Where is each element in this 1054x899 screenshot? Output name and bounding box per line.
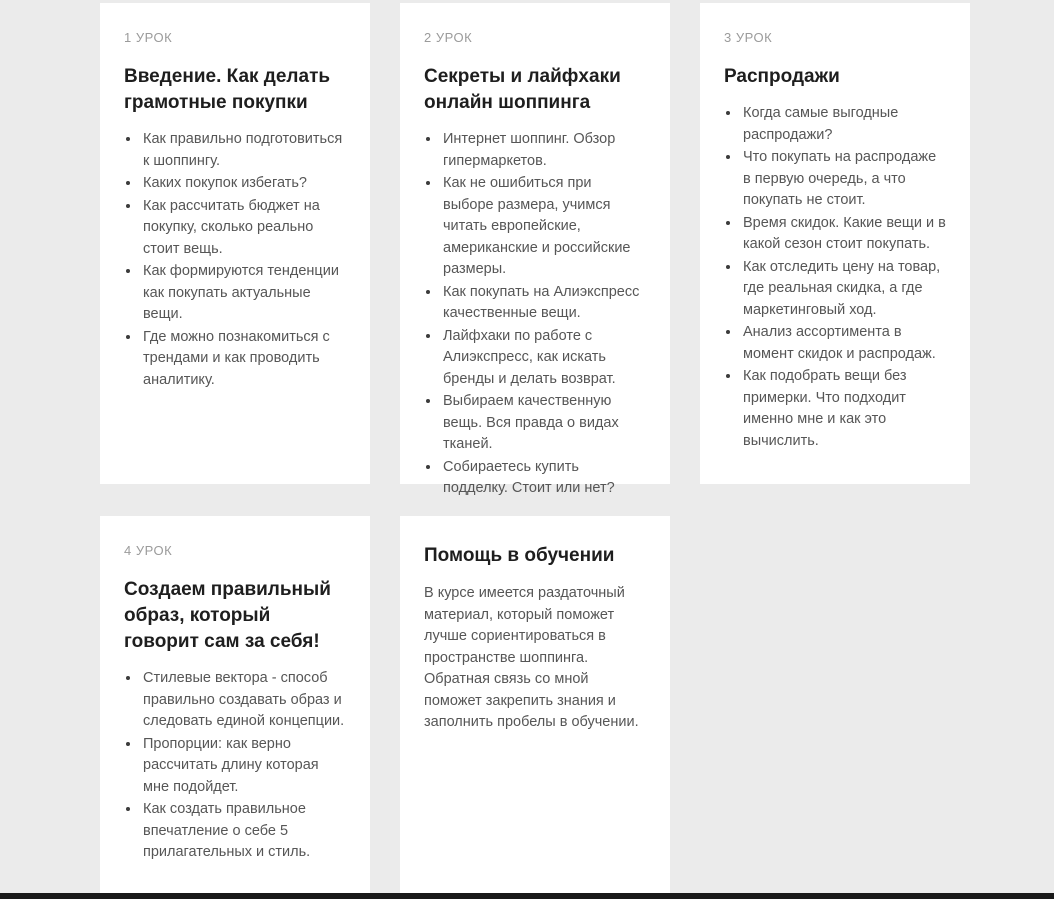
lesson-card-2 <box>400 3 670 496</box>
lessons-grid <box>100 3 970 893</box>
lesson-card-3 <box>700 3 970 484</box>
topic-item: • Как подобрать вещи без примерки. Что подходит именно мне и как это вычислить. <box>741 365 946 452</box>
topic-item: • Пропорции: как верно рассчитать длину которая мне подойдет. <box>141 733 346 799</box>
topic-item: • Лайфхаки по работе с Алиэкспресс, как искать бренды и делать возврат. <box>441 325 646 391</box>
topic-item: • Как не ошибиться при выборе размера, учимся читать европейские, американские и российские размеры. <box>441 172 646 281</box>
help-card-title: Помощь в обучении <box>424 545 615 566</box>
lesson-card-4 <box>100 516 370 893</box>
topic-item: • Как формируются тенденции как покупать актуальные вещи. <box>141 260 346 326</box>
lesson-number-label: 3 УРОК <box>724 30 773 45</box>
lesson-number-label: 2 УРОК <box>424 30 473 45</box>
lesson-number-label: 4 УРОК <box>124 543 173 558</box>
topic-item: • Интернет шоппинг. Обзор гипермаркетов. <box>441 128 646 172</box>
topic-item: • Как создать правильное впечатление о себе 5 прилагательных и стиль. <box>141 798 346 864</box>
topic-item: • Как рассчитать бюджет на покупку, сколько реально стоит вещь. <box>141 195 346 261</box>
bottom-divider-bar <box>0 893 1054 899</box>
help-card <box>400 516 670 893</box>
topic-item: • Анализ ассортимента в момент скидок и распродаж. <box>741 321 946 365</box>
lesson-title: Создаем правильный образ, который говорит сам за себя! <box>124 579 331 652</box>
topic-item: • Где можно познакомиться с трендами и как проводить аналитику. <box>141 326 346 392</box>
topic-item: • Как покупать на Алиэкспресс качественные вещи. <box>441 281 646 325</box>
lesson-number-label: 1 УРОК <box>124 30 173 45</box>
topic-item: • Выбираем качественную вещь. Вся правда о видах тканей. <box>441 390 646 456</box>
topic-item: • Время скидок. Какие вещи и в какой сезон стоит покупать. <box>741 212 946 256</box>
lesson-topics-list <box>124 667 346 864</box>
lesson-title: Распродажи <box>724 66 840 87</box>
topic-item: • Стилевые вектора - способ правильно создавать образ и следовать единой концепции. <box>141 667 346 733</box>
lesson-topics-list <box>124 128 346 391</box>
help-card-text: В курсе имеется раздаточный материал, который поможет лучше сориентироваться в пространстве шоппинга. Обратная связь со мной поможет закрепить знания и заполнить пробелы в обучении. <box>424 585 639 730</box>
lesson-topics-list <box>424 128 646 500</box>
topic-item: • Как отследить цену на товар, где реальная скидка, а где маркетинговый ход. <box>741 256 946 322</box>
lesson-title: Введение. Как делать грамотные покупки <box>124 66 331 113</box>
topic-item: • Каких покупок избегать? <box>141 172 346 195</box>
lesson-card-1 <box>100 3 370 484</box>
lesson-title: Секреты и лайфхаки онлайн шоппинга <box>424 66 621 113</box>
topic-item: • Как правильно подготовиться к шоппингу. <box>141 128 346 172</box>
topic-item: • Что покупать на распродаже в первую очередь, а что покупать не стоит. <box>741 146 946 212</box>
lesson-topics-list <box>724 102 946 452</box>
topic-item: • Собираетесь купить подделку. Стоит или нет? <box>441 456 646 500</box>
topic-item: • Когда самые выгодные распродажи? <box>741 102 946 146</box>
